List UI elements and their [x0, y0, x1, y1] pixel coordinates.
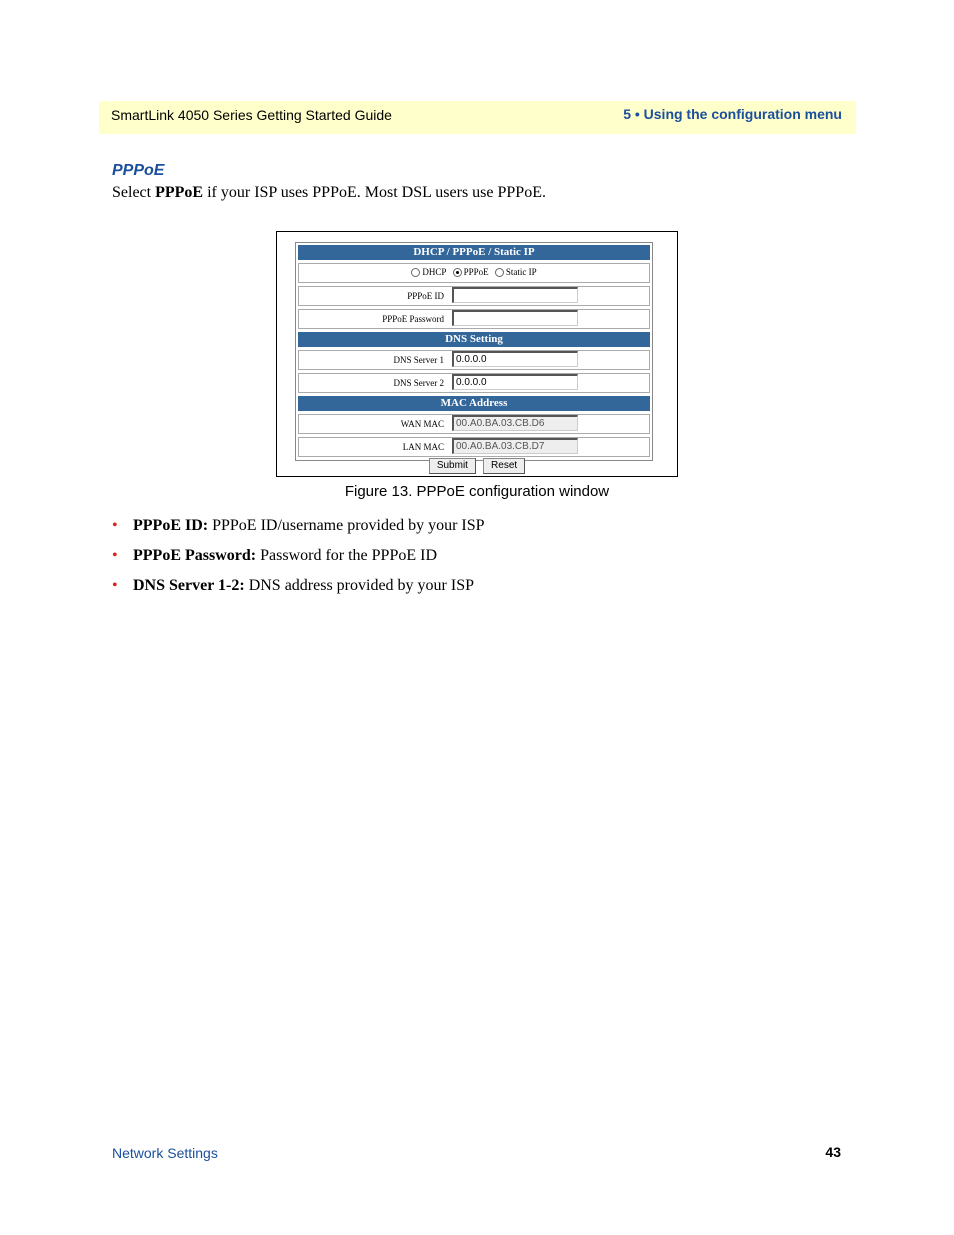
dns-server-1-input[interactable]: 0.0.0.0: [452, 351, 578, 367]
bullet-text: PPPoE ID/username provided by your ISP: [208, 517, 485, 534]
guide-title: SmartLink 4050 Series Getting Started Guide: [111, 107, 392, 123]
radio-static-ip[interactable]: [495, 267, 537, 277]
radio-pppoe-circle[interactable]: [453, 268, 462, 277]
radio-dhcp-label: DHCP: [422, 267, 447, 277]
connection-type-header: DHCP / PPPoE / Static IP: [298, 245, 650, 260]
page-number: 43: [825, 1144, 841, 1160]
intro-pre: Select: [112, 184, 156, 201]
radio-dhcp-circle[interactable]: [411, 268, 420, 277]
radio-static-ip-label: Static IP: [505, 267, 537, 277]
chapter-title: 5 • Using the configuration menu: [623, 106, 842, 122]
radio-pppoe[interactable]: [453, 267, 489, 277]
lan-mac-field: 00.A0.BA.03.CB.D7: [452, 438, 578, 454]
dns-server-2-input[interactable]: 0.0.0.0: [452, 374, 578, 390]
pppoe-id-input[interactable]: [452, 287, 578, 303]
bullet-icon: •: [112, 517, 118, 534]
intro-post: if your ISP uses PPPoE. Most DSL users use PPPoE.: [203, 184, 546, 201]
bullet-text: DNS address provided by your ISP: [244, 577, 475, 594]
wan-mac-label: WAN MAC: [400, 419, 444, 429]
pppoe-id-label: PPPoE ID: [407, 291, 444, 301]
bullet-list: [112, 515, 485, 605]
footer-section-name: Network Settings: [112, 1145, 218, 1161]
dns-server-2-label: DNS Server 2: [393, 378, 444, 388]
dns-server-1-label: DNS Server 1: [393, 355, 444, 365]
section-title: PPPoE: [112, 162, 165, 179]
bullet-term: PPPoE ID:: [133, 517, 209, 534]
reset-button[interactable]: Reset: [483, 458, 525, 474]
bullet-term: PPPoE Password:: [133, 547, 257, 564]
bullet-term: DNS Server 1-2:: [133, 577, 245, 594]
connection-type-radios: [299, 267, 649, 277]
list-item: [112, 515, 485, 545]
pppoe-id-row: [298, 286, 650, 306]
pppoe-password-row: [298, 309, 650, 329]
radio-pppoe-label: PPPoE: [463, 267, 489, 277]
wan-mac-field: 00.A0.BA.03.CB.D6: [452, 415, 578, 431]
list-item: [112, 545, 485, 575]
list-item: [112, 575, 485, 605]
pppoe-config-figure: [276, 231, 678, 477]
config-form-table: [295, 242, 653, 461]
figure-caption: Figure 13. PPPoE configuration window: [344, 483, 610, 500]
radio-dhcp[interactable]: [411, 267, 446, 277]
submit-button[interactable]: Submit: [429, 458, 476, 474]
pppoe-password-label: PPPoE Password: [382, 314, 444, 324]
dns-server-2-row: [298, 373, 650, 393]
bullet-icon: •: [112, 577, 118, 594]
radio-static-ip-circle[interactable]: [495, 268, 504, 277]
dns-server-1-row: [298, 350, 650, 370]
pppoe-password-input[interactable]: [452, 310, 578, 326]
form-buttons: [277, 453, 677, 474]
lan-mac-label: LAN MAC: [402, 442, 444, 452]
intro-bold: PPPoE: [155, 184, 204, 201]
dns-setting-header: DNS Setting: [298, 332, 650, 347]
connection-type-row: [298, 263, 650, 283]
bullet-text: Password for the PPPoE ID: [256, 547, 437, 564]
page-header: [99, 101, 856, 134]
bullet-icon: •: [112, 547, 118, 564]
mac-address-header: MAC Address: [298, 396, 650, 411]
intro-paragraph: [112, 184, 546, 202]
wan-mac-row: [298, 414, 650, 434]
